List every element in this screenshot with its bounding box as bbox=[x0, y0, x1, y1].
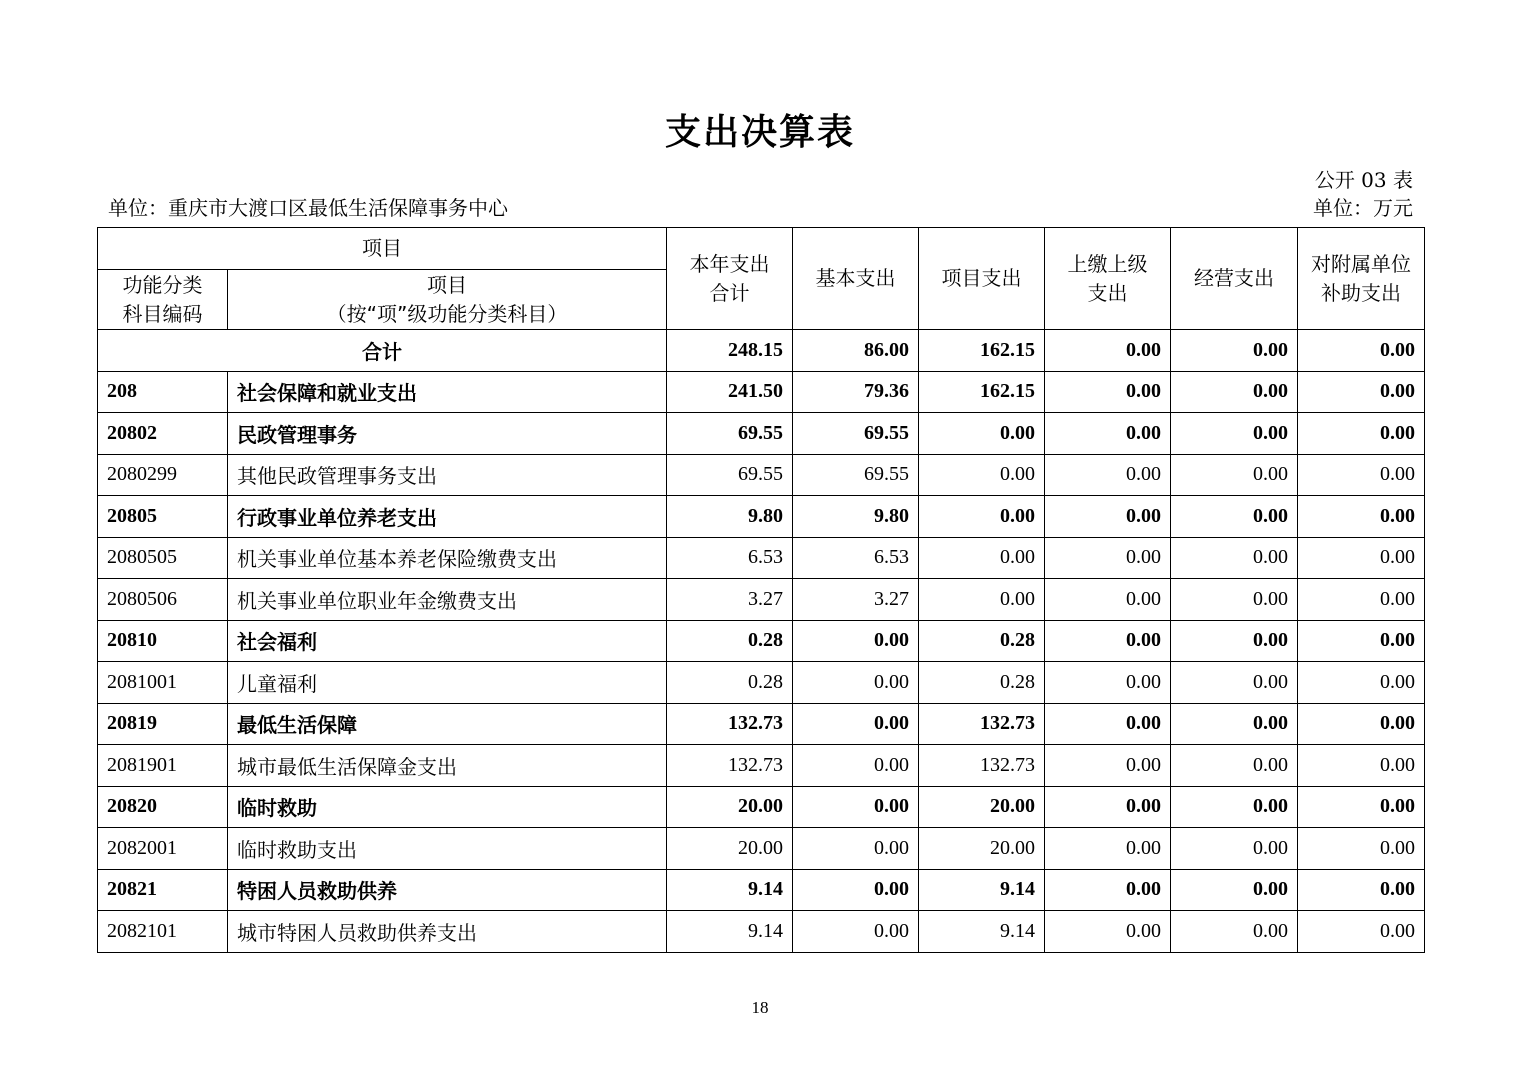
row-name: 特困人员救助供养 bbox=[228, 869, 667, 911]
row-value: 0.00 bbox=[919, 496, 1045, 538]
row-value: 0.00 bbox=[1045, 869, 1171, 911]
row-code: 20821 bbox=[98, 869, 228, 911]
row-value: 0.00 bbox=[1298, 828, 1425, 870]
row-value: 0.00 bbox=[1298, 786, 1425, 828]
total-value: 0.00 bbox=[1045, 330, 1171, 372]
total-value: 0.00 bbox=[1171, 330, 1298, 372]
row-value: 6.53 bbox=[667, 537, 793, 579]
table-row bbox=[98, 828, 1425, 870]
row-value: 132.73 bbox=[919, 745, 1045, 787]
row-value: 0.00 bbox=[1045, 496, 1171, 538]
row-value: 241.50 bbox=[667, 371, 793, 413]
row-name: 行政事业单位养老支出 bbox=[228, 496, 667, 538]
row-value: 0.00 bbox=[1045, 454, 1171, 496]
unit-currency: 单位：万元 bbox=[1313, 196, 1413, 220]
row-value: 0.00 bbox=[1045, 620, 1171, 662]
row-code: 2080505 bbox=[98, 537, 228, 579]
expenditure-table bbox=[97, 227, 1425, 953]
row-value: 0.00 bbox=[1298, 413, 1425, 455]
row-value: 0.28 bbox=[919, 662, 1045, 704]
row-value: 0.00 bbox=[1171, 496, 1298, 538]
row-value: 9.14 bbox=[667, 869, 793, 911]
row-name: 临时救助支出 bbox=[228, 828, 667, 870]
row-value: 0.00 bbox=[793, 620, 919, 662]
row-value: 79.36 bbox=[793, 371, 919, 413]
row-value: 0.00 bbox=[1045, 703, 1171, 745]
row-value: 0.00 bbox=[1045, 537, 1171, 579]
row-value: 9.80 bbox=[667, 496, 793, 538]
table-row bbox=[98, 703, 1425, 745]
row-value: 0.00 bbox=[1298, 745, 1425, 787]
row-value: 0.00 bbox=[1045, 745, 1171, 787]
page-number: 18 bbox=[751, 998, 769, 1017]
row-code: 2082101 bbox=[98, 911, 228, 953]
row-code: 2081001 bbox=[98, 662, 228, 704]
row-value: 0.00 bbox=[1298, 662, 1425, 704]
row-value: 69.55 bbox=[667, 413, 793, 455]
row-name: 临时救助 bbox=[228, 786, 667, 828]
row-value: 0.00 bbox=[1298, 537, 1425, 579]
table-row bbox=[98, 786, 1425, 828]
table-row bbox=[98, 579, 1425, 621]
unit-organization: 单位：重庆市大渡口区最低生活保障事务中心 bbox=[108, 196, 508, 220]
row-value: 0.00 bbox=[1045, 786, 1171, 828]
row-value: 69.55 bbox=[793, 413, 919, 455]
row-value: 0.00 bbox=[1171, 620, 1298, 662]
table-row bbox=[98, 662, 1425, 704]
row-value: 20.00 bbox=[667, 786, 793, 828]
table-row bbox=[98, 745, 1425, 787]
row-value: 0.00 bbox=[1171, 745, 1298, 787]
row-value: 0.00 bbox=[793, 911, 919, 953]
row-value: 0.00 bbox=[1171, 828, 1298, 870]
row-value: 20.00 bbox=[919, 828, 1045, 870]
row-value: 132.73 bbox=[667, 745, 793, 787]
row-code: 2080506 bbox=[98, 579, 228, 621]
row-value: 0.00 bbox=[793, 869, 919, 911]
row-value: 0.00 bbox=[919, 537, 1045, 579]
total-value: 248.15 bbox=[667, 330, 793, 372]
row-value: 0.00 bbox=[1171, 454, 1298, 496]
row-value: 0.28 bbox=[919, 620, 1045, 662]
table-row bbox=[98, 496, 1425, 538]
header-business: 经营支出 bbox=[1171, 228, 1298, 330]
table-row bbox=[98, 413, 1425, 455]
row-value: 0.00 bbox=[1298, 454, 1425, 496]
row-name: 其他民政管理事务支出 bbox=[228, 454, 667, 496]
row-value: 0.00 bbox=[1298, 579, 1425, 621]
row-value: 69.55 bbox=[667, 454, 793, 496]
page-title: 支出决算表 bbox=[664, 112, 855, 153]
row-value: 20.00 bbox=[667, 828, 793, 870]
header-basic: 基本支出 bbox=[793, 228, 919, 330]
row-value: 20.00 bbox=[919, 786, 1045, 828]
row-value: 0.00 bbox=[1298, 496, 1425, 538]
row-value: 9.14 bbox=[919, 911, 1045, 953]
table-row bbox=[98, 869, 1425, 911]
row-code: 20810 bbox=[98, 620, 228, 662]
row-value: 0.00 bbox=[1045, 662, 1171, 704]
table-row bbox=[98, 911, 1425, 953]
row-name: 最低生活保障 bbox=[228, 703, 667, 745]
row-value: 0.28 bbox=[667, 620, 793, 662]
row-value: 0.00 bbox=[1171, 579, 1298, 621]
table-row bbox=[98, 454, 1425, 496]
row-value: 0.00 bbox=[919, 413, 1045, 455]
row-name: 城市最低生活保障金支出 bbox=[228, 745, 667, 787]
row-value: 9.80 bbox=[793, 496, 919, 538]
row-value: 0.00 bbox=[793, 745, 919, 787]
row-value: 6.53 bbox=[793, 537, 919, 579]
row-name: 机关事业单位基本养老保险缴费支出 bbox=[228, 537, 667, 579]
row-name: 机关事业单位职业年金缴费支出 bbox=[228, 579, 667, 621]
row-value: 0.00 bbox=[1045, 911, 1171, 953]
header-name: 项目 （按“项”级功能分类科目） bbox=[228, 270, 667, 330]
row-value: 9.14 bbox=[919, 869, 1045, 911]
row-value: 69.55 bbox=[793, 454, 919, 496]
row-value: 0.00 bbox=[1298, 911, 1425, 953]
row-value: 0.00 bbox=[919, 454, 1045, 496]
row-value: 162.15 bbox=[919, 371, 1045, 413]
row-value: 0.00 bbox=[1298, 869, 1425, 911]
row-name: 社会保障和就业支出 bbox=[228, 371, 667, 413]
header-project: 项目支出 bbox=[919, 228, 1045, 330]
row-value: 0.00 bbox=[1045, 413, 1171, 455]
row-value: 0.00 bbox=[793, 703, 919, 745]
row-value: 0.00 bbox=[793, 662, 919, 704]
row-code: 2081901 bbox=[98, 745, 228, 787]
row-value: 0.00 bbox=[1171, 911, 1298, 953]
total-label: 合计 bbox=[98, 330, 667, 372]
row-value: 0.00 bbox=[1171, 537, 1298, 579]
total-value: 162.15 bbox=[919, 330, 1045, 372]
row-code: 20820 bbox=[98, 786, 228, 828]
row-value: 0.00 bbox=[1171, 703, 1298, 745]
row-value: 0.00 bbox=[793, 786, 919, 828]
row-value: 0.00 bbox=[793, 828, 919, 870]
row-name: 儿童福利 bbox=[228, 662, 667, 704]
total-value: 86.00 bbox=[793, 330, 919, 372]
form-number: 公开 03 表 bbox=[1314, 168, 1413, 192]
row-code: 2082001 bbox=[98, 828, 228, 870]
row-value: 0.00 bbox=[1171, 786, 1298, 828]
row-value: 0.28 bbox=[667, 662, 793, 704]
row-value: 0.00 bbox=[1171, 413, 1298, 455]
total-value: 0.00 bbox=[1298, 330, 1425, 372]
row-value: 0.00 bbox=[1171, 869, 1298, 911]
row-value: 9.14 bbox=[667, 911, 793, 953]
row-value: 0.00 bbox=[1298, 371, 1425, 413]
row-value: 3.27 bbox=[793, 579, 919, 621]
row-value: 0.00 bbox=[1298, 620, 1425, 662]
row-value: 0.00 bbox=[1171, 662, 1298, 704]
row-code: 2080299 bbox=[98, 454, 228, 496]
row-name: 社会福利 bbox=[228, 620, 667, 662]
row-value: 0.00 bbox=[1171, 371, 1298, 413]
row-code: 20819 bbox=[98, 703, 228, 745]
header-upper: 上缴上级 支出 bbox=[1045, 228, 1171, 330]
header-item-group: 项目 bbox=[98, 228, 667, 270]
row-code: 20802 bbox=[98, 413, 228, 455]
row-value: 132.73 bbox=[919, 703, 1045, 745]
row-value: 0.00 bbox=[1045, 579, 1171, 621]
row-code: 208 bbox=[98, 371, 228, 413]
table-row bbox=[98, 537, 1425, 579]
row-value: 3.27 bbox=[667, 579, 793, 621]
header-code: 功能分类 科目编码 bbox=[98, 270, 228, 330]
row-name: 民政管理事务 bbox=[228, 413, 667, 455]
row-value: 0.00 bbox=[1045, 828, 1171, 870]
row-name: 城市特困人员救助供养支出 bbox=[228, 911, 667, 953]
row-code: 20805 bbox=[98, 496, 228, 538]
row-value: 0.00 bbox=[1045, 371, 1171, 413]
row-value: 0.00 bbox=[1298, 703, 1425, 745]
table-row bbox=[98, 620, 1425, 662]
table-row bbox=[98, 371, 1425, 413]
total-row bbox=[98, 330, 1425, 372]
row-value: 0.00 bbox=[919, 579, 1045, 621]
header-total: 本年支出 合计 bbox=[667, 228, 793, 330]
row-value: 132.73 bbox=[667, 703, 793, 745]
header-subsidy: 对附属单位 补助支出 bbox=[1298, 228, 1425, 330]
